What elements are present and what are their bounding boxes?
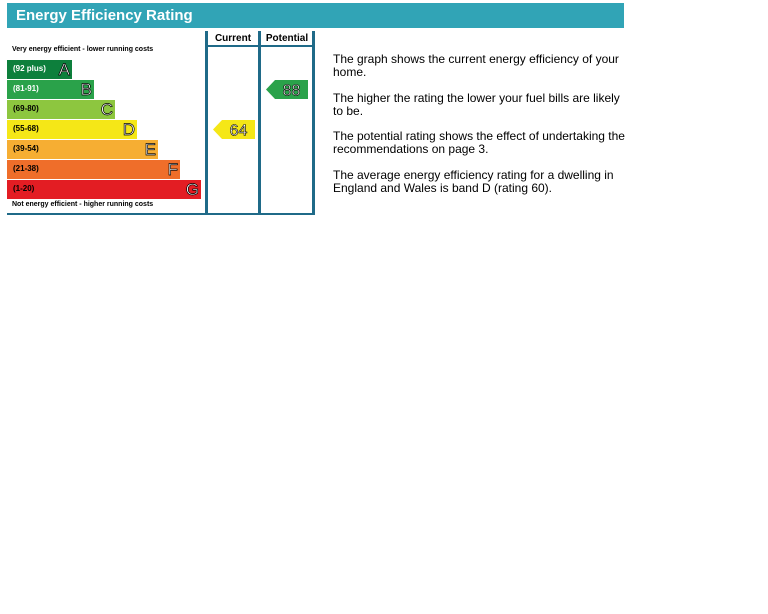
- description-paragraph-1: The graph shows the current energy efficiency of your home.: [333, 52, 619, 79]
- band-range-label: (39-54): [13, 144, 39, 153]
- potential-column-header: Potential: [265, 33, 309, 44]
- chart-title: Energy Efficiency Rating: [16, 7, 193, 24]
- inefficient-note: Not energy efficient - higher running costs: [12, 201, 154, 208]
- band-letter-label: E: [144, 140, 156, 159]
- band-letter-label: B: [80, 80, 92, 99]
- description-paragraph-2: The higher the rating the lower your fuel bills are likely to be.: [333, 91, 620, 118]
- current-rating-value-label: 64: [229, 122, 248, 140]
- band-letter-label: F: [167, 160, 178, 179]
- current-column-header: Current: [214, 33, 252, 44]
- description-paragraph-3: The potential rating shows the effect of undertaking the recommendations on page 3.: [333, 129, 625, 156]
- band-letter-label: A: [58, 60, 70, 79]
- potential-rating-value-label: 88: [282, 82, 301, 100]
- band-letter-label: C: [100, 100, 113, 119]
- description-paragraph-4: The average energy efficiency rating for a dwelling in England and Wales is band D (rating 60).: [333, 168, 614, 195]
- band-range-label: (21-38): [13, 164, 39, 173]
- band-range-label: (69-80): [13, 104, 39, 113]
- efficient-note: Very energy efficient - lower running costs: [12, 46, 154, 53]
- band-letter-label: G: [185, 180, 199, 199]
- band-range-label: (1-20): [13, 184, 35, 193]
- band-range-label: (92 plus): [13, 64, 46, 73]
- band-range-label: (55-68): [13, 124, 39, 133]
- band-range-label: (81-91): [13, 84, 39, 93]
- band-letter-label: D: [122, 120, 135, 139]
